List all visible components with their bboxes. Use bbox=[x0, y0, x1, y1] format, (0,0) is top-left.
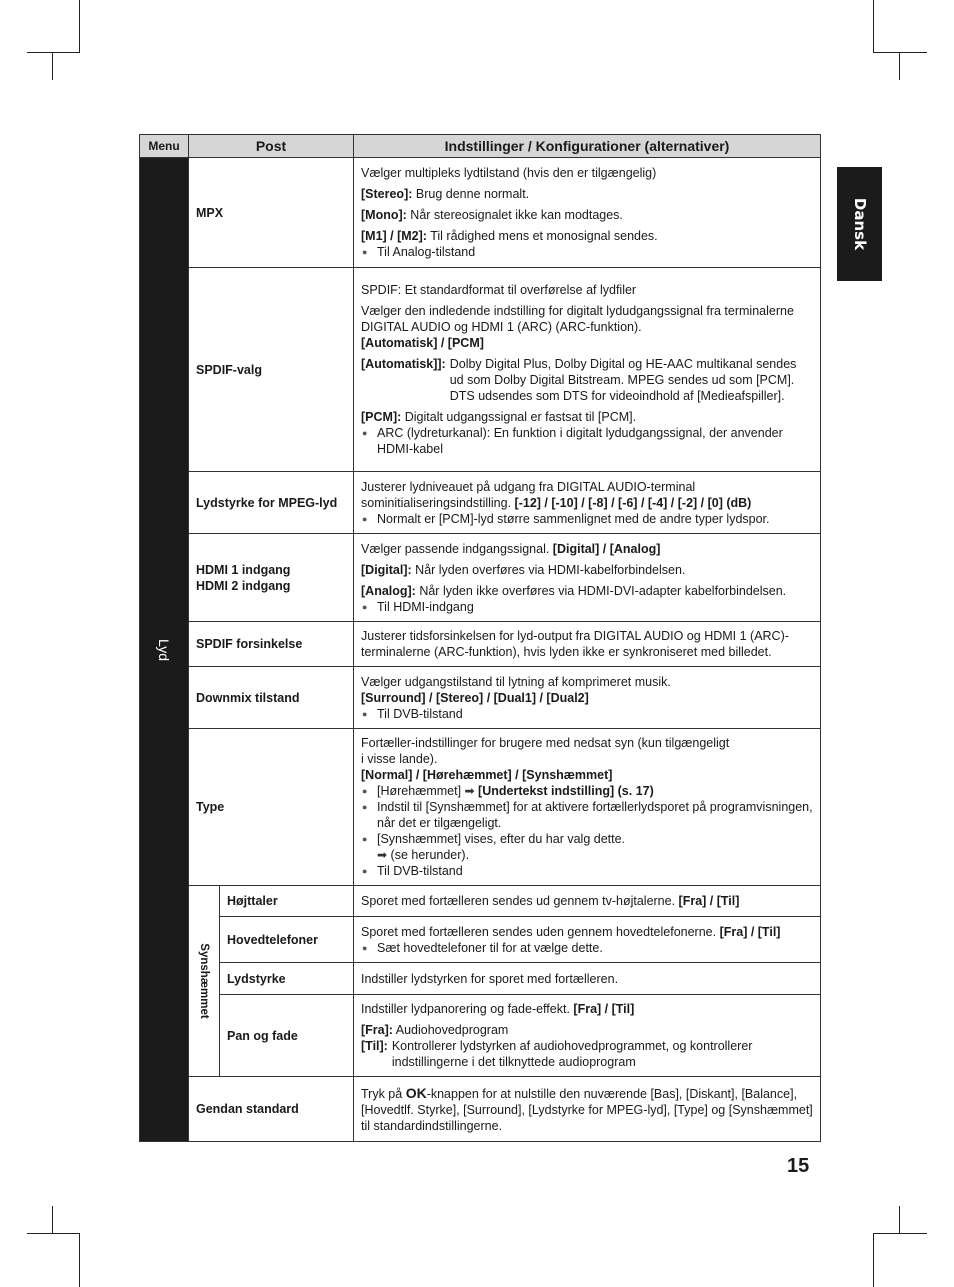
table-row bbox=[140, 1077, 821, 1142]
table-row bbox=[140, 472, 821, 534]
language-tab-label: Dansk bbox=[850, 197, 869, 251]
bullet-note: ● Til DVB-tilstand bbox=[361, 706, 813, 722]
post-hojttaler: Højttaler bbox=[220, 886, 354, 917]
table-row bbox=[140, 963, 821, 995]
bullet-note: ● ARC (lydreturkanal): En funktion i digitalt lydudgangssignal, der anvender HDMI-kabel bbox=[361, 425, 813, 457]
arrow-right-icon: ➡ bbox=[377, 848, 388, 862]
synshaemmet-group: Synshæmmet bbox=[189, 886, 220, 1077]
desc-hovedtelefoner: Sporet med fortælleren sendes uden gennem hovedtelefonerne. [Fra] / [Til] ● Sæt hovedtelefoner til for at vælge dette. bbox=[354, 917, 821, 963]
bullet-note: ● Til DVB-tilstand bbox=[361, 863, 813, 879]
post-spdif: SPDIF-valg bbox=[189, 268, 354, 472]
table-row bbox=[140, 268, 821, 472]
desc-gendan-standard: Tryk på OK-knappen for at nulstille den nuværende [Bas], [Diskant], [Balance], [Hovedtlf. Styrke], [Surround], [Lydstyrke for MPEG-lyd], [Type] og [Synshæmmet] til standardindstillingerne. bbox=[354, 1077, 821, 1142]
bullet-note: ● Normalt er [PCM]-lyd større sammenlignet med de andre typer lydspor. bbox=[361, 511, 813, 527]
table-row bbox=[140, 622, 821, 667]
crop-mark bbox=[27, 52, 80, 53]
table-row bbox=[140, 886, 821, 917]
post-hdmi: HDMI 1 indgang HDMI 2 indgang bbox=[189, 534, 354, 622]
desc-lydstyrke: Indstiller lydstyrken for sporet med fortælleren. bbox=[354, 963, 821, 995]
table-row bbox=[140, 729, 821, 886]
post-gendan-standard: Gendan standard bbox=[189, 1077, 354, 1142]
desc-mpx: Vælger multipleks lydtilstand (hvis den er tilgængelig) [Stereo]: Brug denne normalt. [Mono]: Når stereosignalet ikke kan modtages. [M1] / [M2]: Til rådighed mens et monosignal sendes. ● Til Analog-tilstand bbox=[354, 158, 821, 268]
post-lydstyrke: Lydstyrke bbox=[220, 963, 354, 995]
table-row bbox=[140, 158, 821, 268]
desc-pan-og-fade: Indstiller lydpanorering og fade-effekt. [Fra] / [Til] [Fra]: Audiohovedprogram [Til]: Kontrollerer lydstyrken af audiohovedprogrammet, og kontrollerer indstillingerne i det tilknyttede audioprogram bbox=[354, 995, 821, 1077]
desc-hdmi: Vælger passende indgangssignal. [Digital] / [Analog] [Digital]: Når lyden overføres via HDMI-kabelforbindelsen. [Analog]: Når lyden ikke overføres via HDMI-DVI-adapter kabelforbindelsen. ● Til HDMI-indgang bbox=[354, 534, 821, 622]
desc-type: Fortæller-indstillinger for brugere med nedsat syn (kun tilgængeligt i visse lande). [Normal] / [Hørehæmmet] / [Synshæmmet] ● [Hørehæmmet] ➡ [Undertekst indstilling] (s. 17) ● Indstil til [Synshæmmet] for at aktivere fortællerlydsporet på programvisningen, når det er tilgængeligt. ● [Synshæmmet] vises, efter du har valg dette. ➡ (se herunder). ● Til DVB-tilstand bbox=[354, 729, 821, 886]
crop-mark bbox=[873, 52, 927, 53]
bullet-note: ● Sæt hovedtelefoner til for at vælge dette. bbox=[361, 940, 813, 956]
table-row bbox=[140, 534, 821, 622]
post-type: Type bbox=[189, 729, 354, 886]
language-tab bbox=[837, 167, 882, 281]
arrow-right-icon: ➡ bbox=[464, 784, 475, 798]
header-settings: Indstillinger / Konfigurationer (alternativer) bbox=[354, 135, 821, 158]
desc-spdif: SPDIF: Et standardformat til overførelse af lydfiler Vælger den indledende indstilling for digitalt lydudgangssignal fra terminalerne DIGITAL AUDIO og HDMI 1 (ARC) (ARC-funktion). [Automatisk] / [PCM] [Automatisk]]: Dolby Digital Plus, Dolby Digital og HE-AAC multikanal sendes ud som Dolby Digital Bitstream. MPEG sendes ud som [PCM]. DTS udsendes som DTS for videoindhold af [Medieafspiller]. [PCM]: Digitalt udgangssignal er fastsat til [PCM]. ● ARC (lydreturkanal): En funktion i digitalt lydudgangssignal, der anvender HDMI-kabel bbox=[354, 268, 821, 472]
post-downmix: Downmix tilstand bbox=[189, 667, 354, 729]
post-hovedtelefoner: Hovedtelefoner bbox=[220, 917, 354, 963]
table-row bbox=[140, 917, 821, 963]
crop-mark bbox=[79, 1233, 80, 1287]
header-menu: Menu bbox=[140, 135, 189, 158]
post-mpeg: Lydstyrke for MPEG-lyd bbox=[189, 472, 354, 534]
post-pan-og-fade: Pan og fade bbox=[220, 995, 354, 1077]
bullet-note: ● Til HDMI-indgang bbox=[361, 599, 813, 615]
header-post: Post bbox=[189, 135, 354, 158]
bullet-note: ● [Synshæmmet] vises, efter du har valg dette. bbox=[361, 831, 813, 847]
crop-mark bbox=[873, 1233, 874, 1287]
crop-mark bbox=[899, 1206, 900, 1234]
table-row bbox=[140, 995, 821, 1077]
desc-downmix: Vælger udgangstilstand til lytning af komprimeret musik. [Surround] / [Stereo] / [Dual1] / [Dual2] ● Til DVB-tilstand bbox=[354, 667, 821, 729]
crop-mark bbox=[52, 52, 53, 80]
post-mpx: MPX bbox=[189, 158, 354, 268]
crop-mark bbox=[899, 52, 900, 80]
crop-mark bbox=[52, 1206, 53, 1234]
settings-table bbox=[139, 134, 821, 1142]
post-spdif-delay: SPDIF forsinkelse bbox=[189, 622, 354, 667]
bullet-note: ● Til Analog-tilstand bbox=[361, 244, 813, 260]
page-number: 15 bbox=[787, 1155, 810, 1177]
desc-mpeg: Justerer lydniveauet på udgang fra DIGITAL AUDIO-terminal sominitialiseringsindstilling. [-12] / [-10] / [-8] / [-6] / [-4] / [-2] / [0] (dB) ● Normalt er [PCM]-lyd større sammenlignet med de andre typer lydspor. bbox=[354, 472, 821, 534]
ok-key-label: OK bbox=[405, 1084, 427, 1101]
table-row bbox=[140, 667, 821, 729]
crop-mark bbox=[79, 0, 80, 52]
table-header bbox=[140, 135, 821, 158]
desc-hojttaler: Sporet med fortælleren sendes ud gennem tv-højtalerne. [Fra] / [Til] bbox=[354, 886, 821, 917]
desc-spdif-delay: Justerer tidsforsinkelsen for lyd-output fra DIGITAL AUDIO og HDMI 1 (ARC)-terminalerne (ARC-funktion), hvis lyden ikke er synkroniseret med billedet. bbox=[354, 622, 821, 667]
menu-lyd: Lyd bbox=[140, 158, 189, 1142]
crop-mark bbox=[873, 0, 874, 52]
bullet-note: ● [Hørehæmmet] ➡ [Undertekst indstilling] (s. 17) bbox=[361, 783, 813, 799]
crop-mark bbox=[27, 1233, 80, 1234]
bullet-note: ● Indstil til [Synshæmmet] for at aktivere fortællerlydsporet på programvisningen, når det er tilgængeligt. bbox=[361, 799, 813, 831]
crop-mark bbox=[873, 1233, 927, 1234]
